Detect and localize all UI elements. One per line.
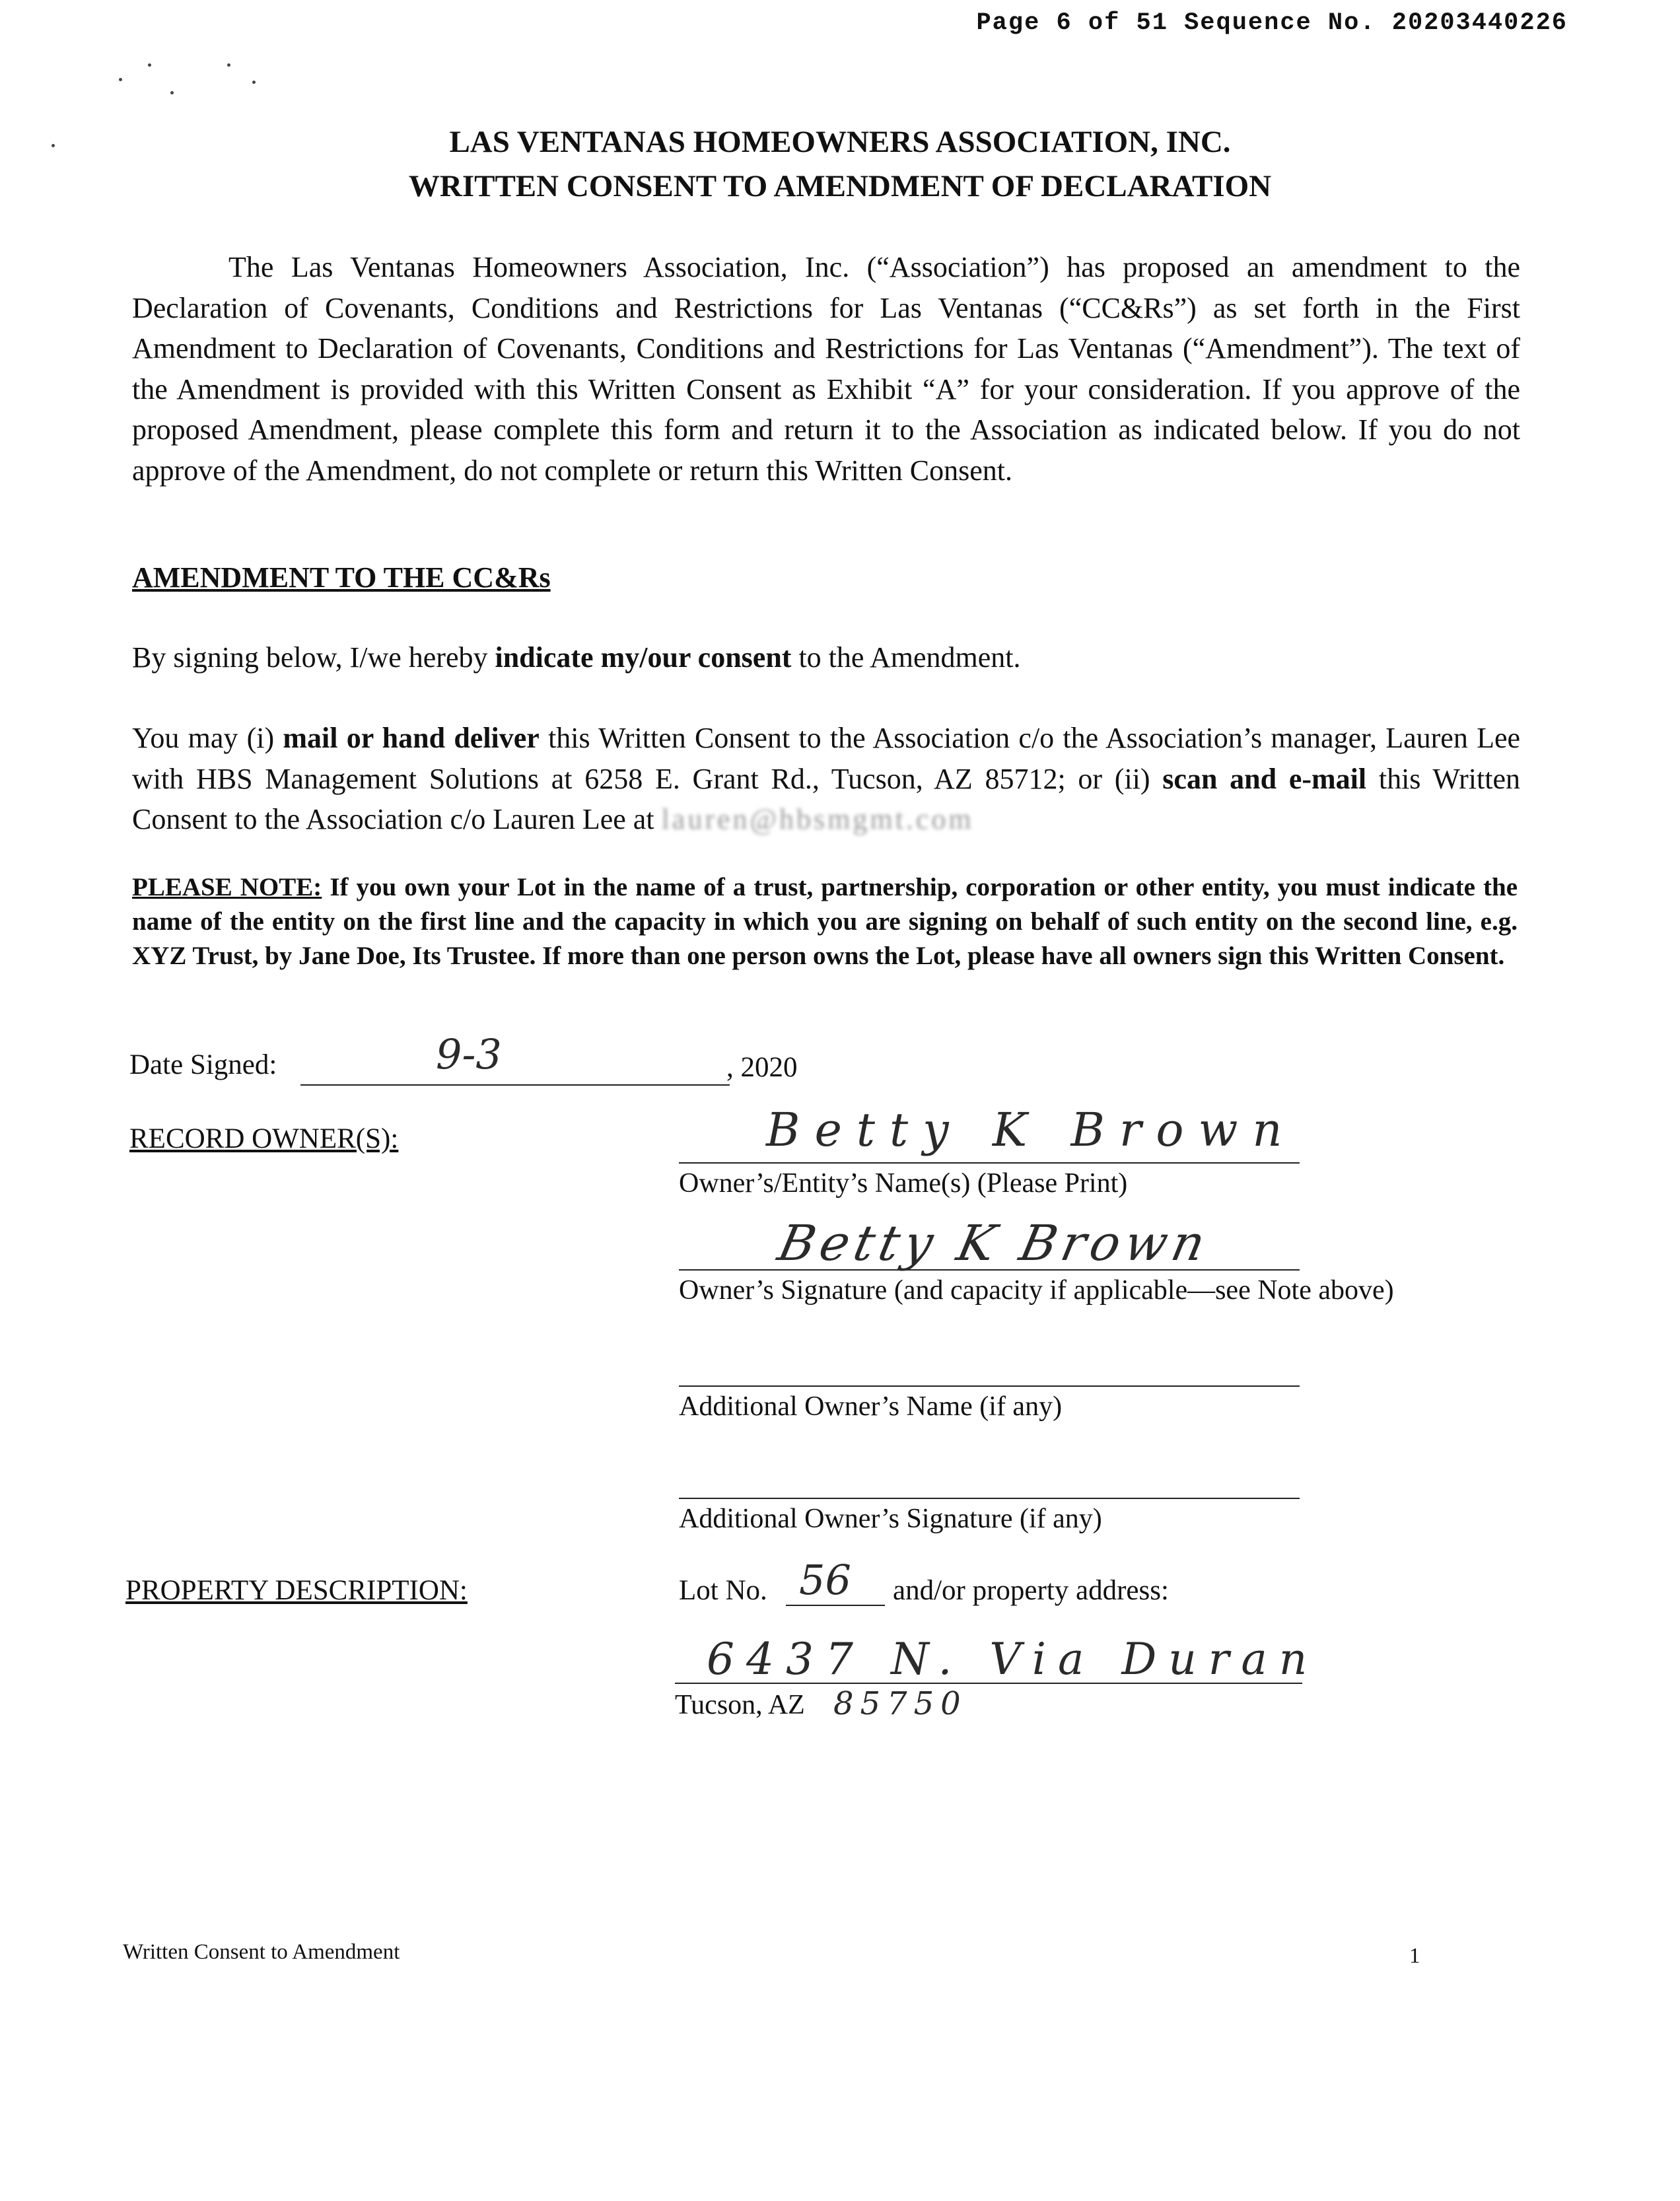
- redacted-email: lauren@hbsmgmt.com: [661, 803, 974, 835]
- delivery-paragraph: [132, 718, 1520, 840]
- owner-signature-caption: Owner’s Signature (and capacity if applicable—see Note above): [679, 1275, 1394, 1306]
- property-zip-value: 85750: [833, 1685, 967, 1722]
- please-note-text: If you own your Lot in the name of a trust, partnership, corporation or other entity, you must indicate the name of the entity on the first line and the capacity in which you are signing on behalf of such entity on the second line, e.g. XYZ Trust, by Jane Doe, Its Trustee. If more than one person owns the Lot, please have all owners sign this Written Consent.: [132, 873, 1518, 970]
- scan-speck: [252, 81, 256, 84]
- delivery-method-email: scan and e-mail: [1162, 762, 1367, 795]
- additional-owner-signature-line: [679, 1498, 1300, 1499]
- date-signed-year: , 2020: [726, 1052, 798, 1083]
- scan-speck: [148, 63, 151, 67]
- additional-owner-name-line: [679, 1385, 1300, 1387]
- delivery-method-mail: mail or hand deliver: [283, 722, 540, 754]
- owner-name-line: [679, 1162, 1300, 1164]
- record-owner-label: RECORD OWNER(S):: [129, 1123, 399, 1154]
- date-signed-label: Date Signed:: [129, 1049, 277, 1080]
- owner-signature-value: Betty K Brown: [773, 1215, 1216, 1272]
- additional-owner-signature-caption: Additional Owner’s Signature (if any): [679, 1504, 1102, 1534]
- consent-text-bold: indicate my/our consent: [495, 641, 792, 674]
- document-title-line-1: LAS VENTANAS HOMEOWNERS ASSOCIATION, INC.: [449, 125, 1231, 159]
- delivery-text-2: this Written Consent to the Association c/o the Association’s manager, Lauren Lee with HBS Management Solutions at 6258 E. Grant Rd., Tucson, AZ 85712; or (ii): [132, 722, 1521, 795]
- footer-page-number: 1: [1409, 1944, 1420, 1968]
- property-description-label: PROPERTY DESCRIPTION:: [125, 1575, 468, 1606]
- delivery-text-3: this Written Consent to the Association c/o Lauren Lee at: [132, 762, 1520, 835]
- property-address-value: 6437 N. Via Duran: [707, 1634, 1319, 1685]
- amendment-heading: AMENDMENT TO THE CC&Rs: [132, 561, 551, 594]
- date-signed-value: 9-3: [436, 1030, 502, 1078]
- consent-text-pre: By signing below, I/we hereby: [132, 641, 495, 674]
- owner-name-value: Betty K Brown: [766, 1103, 1297, 1157]
- delivery-text-1: You may (i): [132, 722, 283, 754]
- lot-number-value: 56: [799, 1556, 851, 1604]
- property-city: Tucson, AZ: [675, 1690, 805, 1720]
- intro-paragraph: The Las Ventanas Homeowners Association, Inc. (“Association”) has proposed an amendment to the Declaration of Covenants, Conditions and Restrictions for Las Ventanas (“CC&Rs”) as set forth in the First Amendment to Declaration of Covenants, Conditions and Restrictions for Las Ventanas (“Amendment”). The text of the Amendment is provided with this Written Consent as Exhibit “A” for your consideration. If you approve of the proposed Amendment, please complete this form and return it to the Association as indicated below. If you do not approve of the Amendment, do not complete or return this Written Consent.: [132, 251, 1520, 487]
- owner-name-caption: Owner’s/Entity’s Name(s) (Please Print): [679, 1168, 1128, 1199]
- lot-number-line: [786, 1605, 885, 1606]
- lot-number-label: Lot No.: [679, 1575, 767, 1606]
- scan-speck: [170, 91, 174, 94]
- consent-statement: [132, 641, 1021, 674]
- document-title-line-2: WRITTEN CONSENT TO AMENDMENT OF DECLARATION: [408, 169, 1272, 203]
- scan-speck: [119, 78, 122, 81]
- footer-title: Written Consent to Amendment: [123, 1940, 400, 1964]
- consent-text-post: to the Amendment.: [791, 641, 1021, 674]
- property-address-label: and/or property address:: [893, 1575, 1169, 1606]
- additional-owner-name-caption: Additional Owner’s Name (if any): [679, 1391, 1063, 1422]
- please-note-paragraph: [132, 870, 1518, 973]
- date-signed-line: [300, 1084, 730, 1086]
- page-sequence-stamp: Page 6 of 51 Sequence No. 20203440226: [976, 9, 1568, 37]
- scan-speck: [227, 63, 230, 67]
- please-note-label: PLEASE NOTE:: [132, 873, 322, 901]
